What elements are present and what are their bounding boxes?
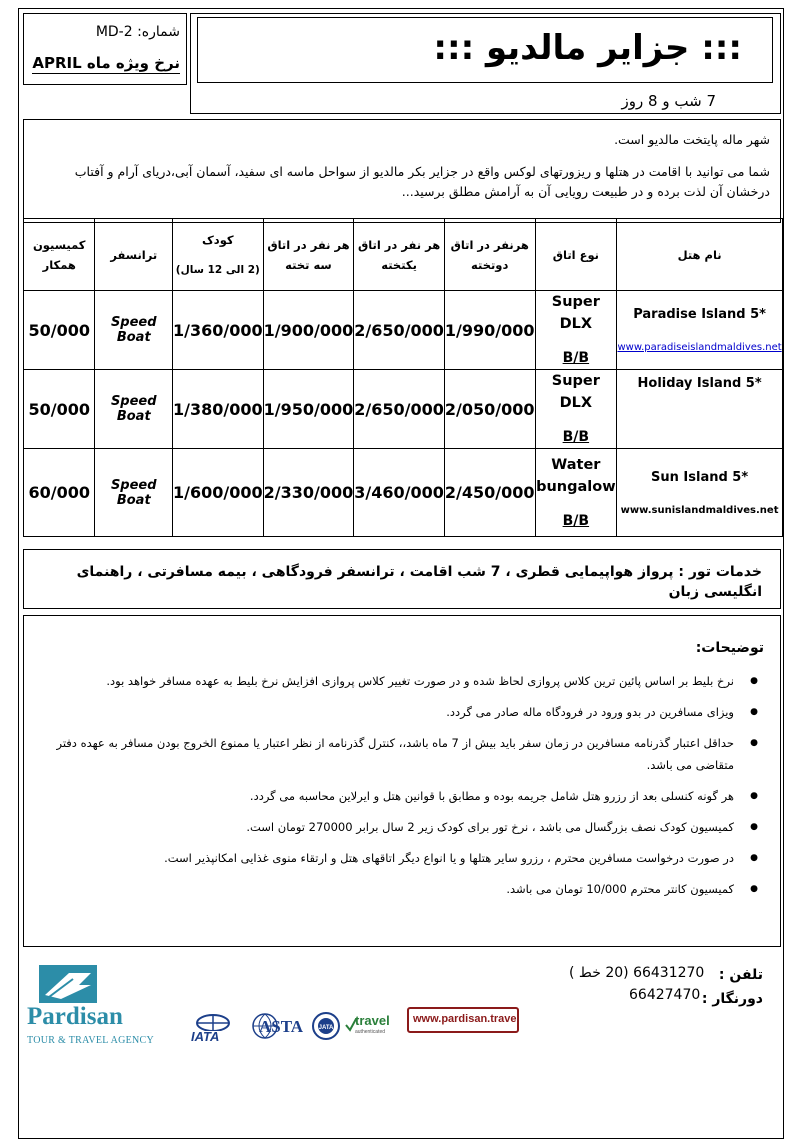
logo-mark-icon xyxy=(39,965,99,1005)
asta-text: ASTA xyxy=(259,1017,304,1036)
intro-line-1: شهر ماله پایتخت مالدیو است. xyxy=(614,132,770,147)
iata-badge xyxy=(183,1011,243,1047)
tour-duration: 7 شب و 8 روز xyxy=(621,92,716,110)
table-row xyxy=(24,291,783,370)
price-single: 2/650/000 xyxy=(354,291,445,370)
page-title: ::: جزایر مالدیو ::: xyxy=(433,28,742,68)
notes-title: توضیحات: xyxy=(695,640,764,656)
board-type: B/B xyxy=(562,350,590,366)
table-row xyxy=(24,449,783,537)
fax-label: دورنگار : xyxy=(701,991,763,1007)
iata-text: IATA xyxy=(191,1029,220,1044)
price-triple: 1/950/000 xyxy=(263,370,354,449)
price-child: 1/360/000 xyxy=(173,291,264,370)
price-child: 1/600/000 xyxy=(173,449,264,537)
logo-subtitle: TOUR & TRAVEL AGENCY xyxy=(27,1035,155,1046)
transfer-type: Speed Boat xyxy=(95,449,173,537)
notes-list xyxy=(34,670,764,900)
fax-number: 66427470 xyxy=(629,987,701,1003)
header-transfer: ترانسفر xyxy=(95,219,173,291)
room-type: Super DLX xyxy=(551,373,600,411)
room-type-cell xyxy=(535,291,617,370)
title-inner-box xyxy=(197,17,773,83)
header-commission: کمیسیون همکار xyxy=(24,219,95,291)
hotel-name: Paradise Island 5* xyxy=(633,307,766,322)
price-double: 1/990/000 xyxy=(444,291,535,370)
price-single: 3/460/000 xyxy=(354,449,445,537)
phone-number: 66431270 (20 خط ) xyxy=(569,965,705,981)
room-type-cell xyxy=(535,449,617,537)
note-item: ● کمیسیون کانتر محترم 10/000 تومان می باشد. xyxy=(34,878,764,900)
board-type: B/B xyxy=(562,429,590,445)
travel-badge xyxy=(345,1011,401,1045)
room-type: Super DLX xyxy=(551,294,600,332)
travel-subtext: authenticated xyxy=(355,1029,386,1035)
notes-section xyxy=(23,615,781,947)
header-child-age: (2 الی 12 سال) xyxy=(175,263,260,276)
website-badge[interactable] xyxy=(407,1007,519,1033)
table-row xyxy=(24,370,783,449)
note-item: ● ویزای مسافرین در بدو ورود در فرودگاه ماله صادر می گردد. xyxy=(34,701,764,723)
hotel-name: Holiday Island 5* xyxy=(637,376,762,391)
price-triple: 1/900/000 xyxy=(263,291,354,370)
iata-globe-icon xyxy=(183,1011,243,1031)
pardisan-logo xyxy=(27,961,187,1051)
price-child: 1/380/000 xyxy=(173,370,264,449)
header-child xyxy=(173,219,264,291)
hotel-website: www.sunislandmaldives.net xyxy=(620,504,779,516)
special-price-label: نرخ ویژه ماه APRIL xyxy=(32,54,180,72)
room-type: Water bungalow xyxy=(536,456,616,495)
price-double: 2/050/000 xyxy=(444,370,535,449)
reference-number: شماره: MD-2 xyxy=(95,24,180,40)
hotel-cell xyxy=(617,449,783,537)
title-box xyxy=(190,13,781,114)
commission-value: 50/000 xyxy=(24,370,95,449)
jata-text: JATA xyxy=(318,1025,334,1031)
hotel-link[interactable]: www.paradiseislandmaldives.net xyxy=(617,342,782,353)
footer xyxy=(23,951,781,1136)
jata-emblem-icon xyxy=(311,1011,341,1041)
commission-value: 50/000 xyxy=(24,291,95,370)
asta-badge xyxy=(245,1011,309,1041)
price-table xyxy=(23,218,783,537)
reference-box xyxy=(23,13,187,85)
header-hotel: نام هتل xyxy=(617,219,783,291)
hotel-cell xyxy=(617,291,783,370)
price-single: 2/650/000 xyxy=(354,370,445,449)
hotel-name: Sun Island 5* xyxy=(651,469,749,485)
phone-label: تلفن : xyxy=(718,967,763,983)
travel-text: travel xyxy=(355,1013,390,1028)
intro-line-2: شما می توانید با اقامت در هتلها و ریزورتهای لوکس واقع در جزایر بکر مالدیو از سواحل ماسه ای سفید، آسمان آبی،دریای آرام و آفتاب درخشان آن لذت برده و در طبیعت رویایی آن به آرامش مطلق برسید... xyxy=(74,164,770,199)
intro-text xyxy=(23,119,781,223)
transfer-type: Speed Boat xyxy=(95,291,173,370)
website-text[interactable]: www.pardisan.travel xyxy=(413,1013,520,1025)
room-type-cell xyxy=(535,370,617,449)
note-item: ● هر گونه کنسلی بعد از رزرو هتل شامل جریمه بوده و مطابق با قوانین هتل و ایرلاین محاسبه می گردد. xyxy=(34,785,764,807)
board-type: B/B xyxy=(562,512,590,529)
note-item: ● نرخ بلیط بر اساس پائین ترین کلاس پروازی لحاظ شده و در صورت تغییر کلاس پروازی افزایش نرخ بلیط به عهده مسافر خواهد بود. xyxy=(34,670,764,692)
note-item: ● در صورت درخواست مسافرین محترم ، رزرو سایر هتلها و یا انواع دیگر اتاقهای هتل و ارتقاء منوی غذایی امکانپذیر است. xyxy=(34,847,764,869)
document-page xyxy=(18,8,784,1139)
logo-name: Pardisan xyxy=(27,1003,123,1030)
jata-badge xyxy=(311,1011,341,1041)
commission-value: 60/000 xyxy=(24,449,95,537)
hotel-cell xyxy=(617,370,783,449)
header-child-label: کودک xyxy=(202,232,234,247)
table-header-row xyxy=(24,219,783,291)
price-triple: 2/330/000 xyxy=(263,449,354,537)
note-item: ● حداقل اعتبار گذرنامه مسافرین در زمان سفر باید بیش از 7 ماه باشد،، کنترل گذرنامه از نظر اعتبار یا ممنوع الخروج بودن مسافر به عهده دفتر متقاضی می باشد. xyxy=(34,732,764,776)
header-room-type: نوع اتاق xyxy=(535,219,617,291)
header-single: هر نفر در اتاق یکتخته xyxy=(354,219,445,291)
header-double: هرنفر در اتاق دوتخته xyxy=(444,219,535,291)
price-double: 2/450/000 xyxy=(444,449,535,537)
note-item: ● کمیسیون کودک نصف بزرگسال می باشد ، نرخ تور برای کودک زیر 2 سال برابر 270000 تومان است. xyxy=(34,816,764,838)
transfer-type: Speed Boat xyxy=(95,370,173,449)
header-triple: هر نفر در اتاق سه تخته xyxy=(263,219,354,291)
tour-services: خدمات تور : پرواز هواپیمایی قطری ، 7 شب اقامت ، ترانسفر فرودگاهی ، بیمه مسافرتی ، راهنمای انگلیسی زبان xyxy=(23,549,781,609)
